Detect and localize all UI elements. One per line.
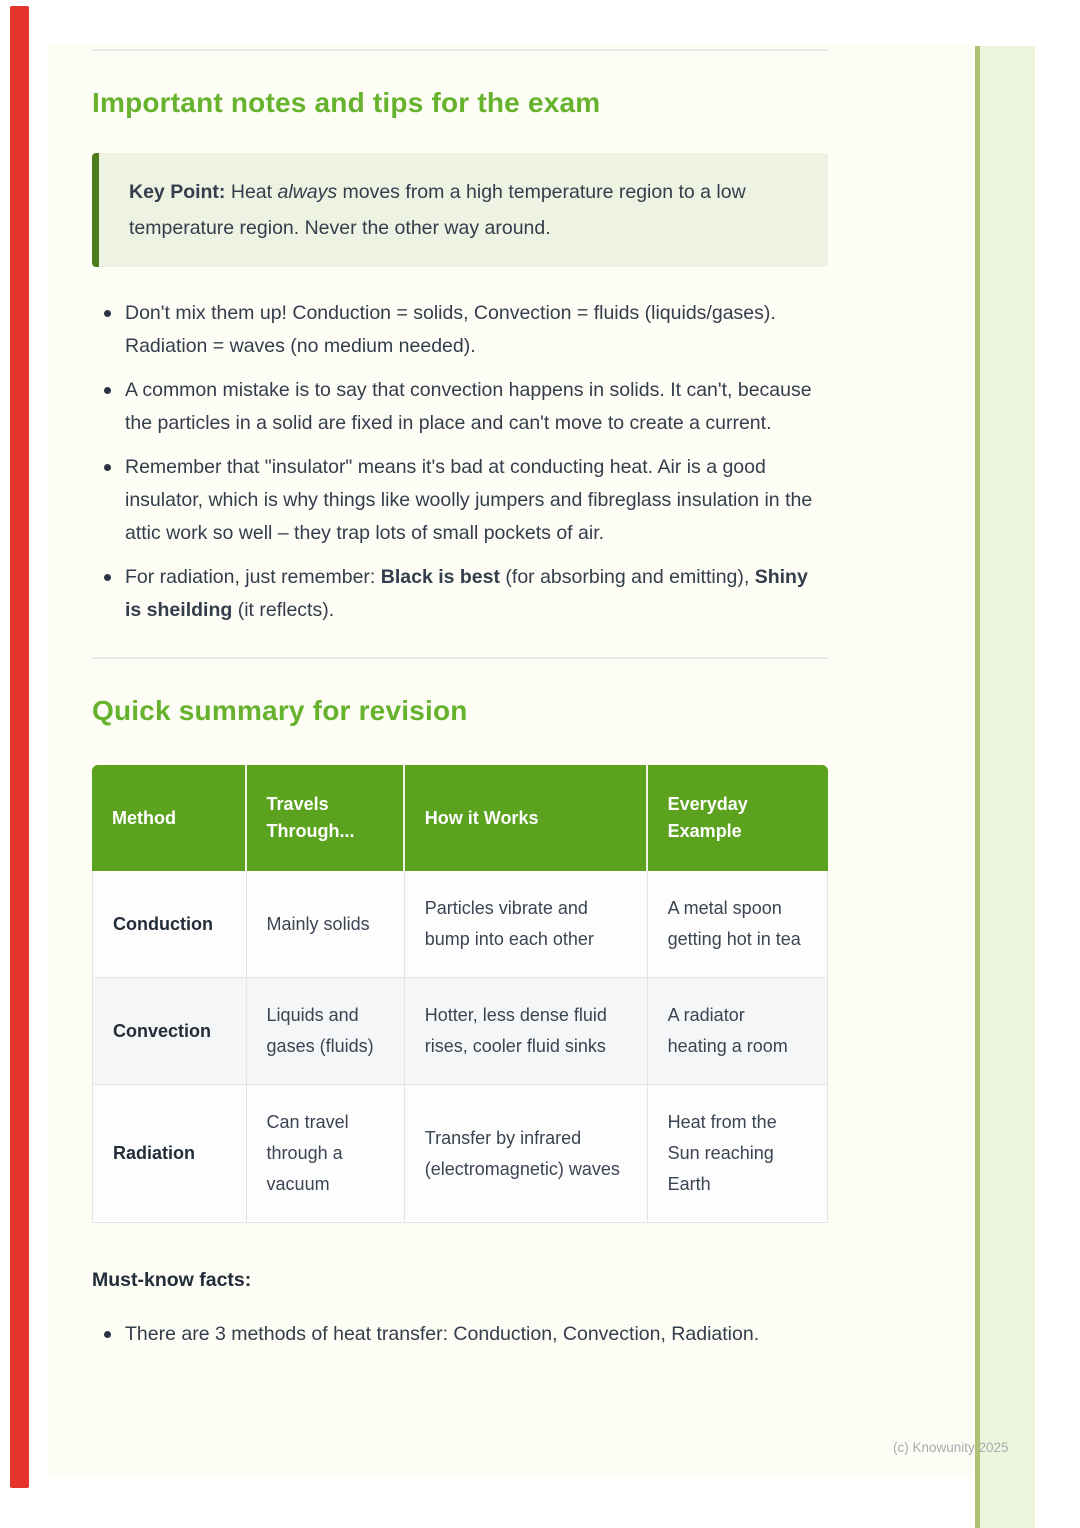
notes-section-heading: Important notes and tips for the exam	[92, 87, 601, 118]
table-row-convection	[92, 978, 828, 1085]
cell-example: A metal spoon getting hot in tea	[648, 871, 828, 978]
keypoint-callout	[92, 153, 828, 267]
header-cell-method: Method	[92, 765, 247, 871]
table-row-conduction	[92, 871, 828, 978]
right-green-ribbon	[975, 46, 1035, 1528]
left-red-ribbon	[10, 6, 29, 1488]
section-divider	[92, 657, 828, 659]
cell-how: Particles vibrate and bump into each other	[405, 871, 648, 978]
facts-bullet-list	[92, 1318, 828, 1351]
page-sheet	[48, 45, 1035, 1478]
cell-how: Hotter, less dense fluid rises, cooler fluid sinks	[405, 978, 648, 1085]
bullet-item: For radiation, just remember: Black is best (for absorbing and emitting), Shiny is sheilding (it reflects).	[125, 561, 819, 627]
cell-travels: Liquids and gases (fluids)	[247, 978, 405, 1085]
notes-bullet-list	[92, 297, 828, 627]
header-cell-travels-through: Travels Through...	[247, 765, 405, 871]
bullet-item: There are 3 methods of heat transfer: Conduction, Convection, Radiation.	[125, 1318, 819, 1351]
cell-travels: Can travel through a vacuum	[247, 1085, 405, 1223]
bullet-item: A common mistake is to say that convection happens in solids. It can't, because the particles in a solid are fixed in place and can't move to create a current.	[125, 374, 819, 440]
top-divider	[92, 49, 828, 51]
keypoint-text: Key Point: Heat always moves from a high temperature region to a low temperature region. Never the other way around.	[129, 181, 746, 239]
must-know-facts-heading: Must-know facts:	[92, 1269, 252, 1291]
cell-method: Radiation	[92, 1085, 247, 1223]
cell-how: Transfer by infrared (electromagnetic) waves	[405, 1085, 648, 1223]
table-row-radiation	[92, 1085, 828, 1223]
bullet-item: Remember that "insulator" means it's bad at conducting heat. Air is a good insulator, which is why things like woolly jumpers and fibreglass insulation in the attic work so well – they trap lots of small pockets of air.	[125, 451, 819, 550]
bullet-item: Don't mix them up! Conduction = solids, Convection = fluids (liquids/gases). Radiation = waves (no medium needed).	[125, 297, 819, 363]
table-header-row	[92, 765, 828, 871]
header-cell-how-it-works: How it Works	[405, 765, 648, 871]
cell-travels: Mainly solids	[247, 871, 405, 978]
header-cell-everyday-example: Everyday Example	[648, 765, 828, 871]
summary-section-heading: Quick summary for revision	[92, 695, 468, 726]
cell-method: Convection	[92, 978, 247, 1085]
cell-method: Conduction	[92, 871, 247, 978]
cell-example: Heat from the Sun reaching Earth	[648, 1085, 828, 1223]
watermark: (c) Knowunity 2025	[893, 1440, 1009, 1455]
cell-example: A radiator heating a room	[648, 978, 828, 1085]
summary-table	[92, 765, 828, 1223]
page-content	[92, 49, 828, 1351]
